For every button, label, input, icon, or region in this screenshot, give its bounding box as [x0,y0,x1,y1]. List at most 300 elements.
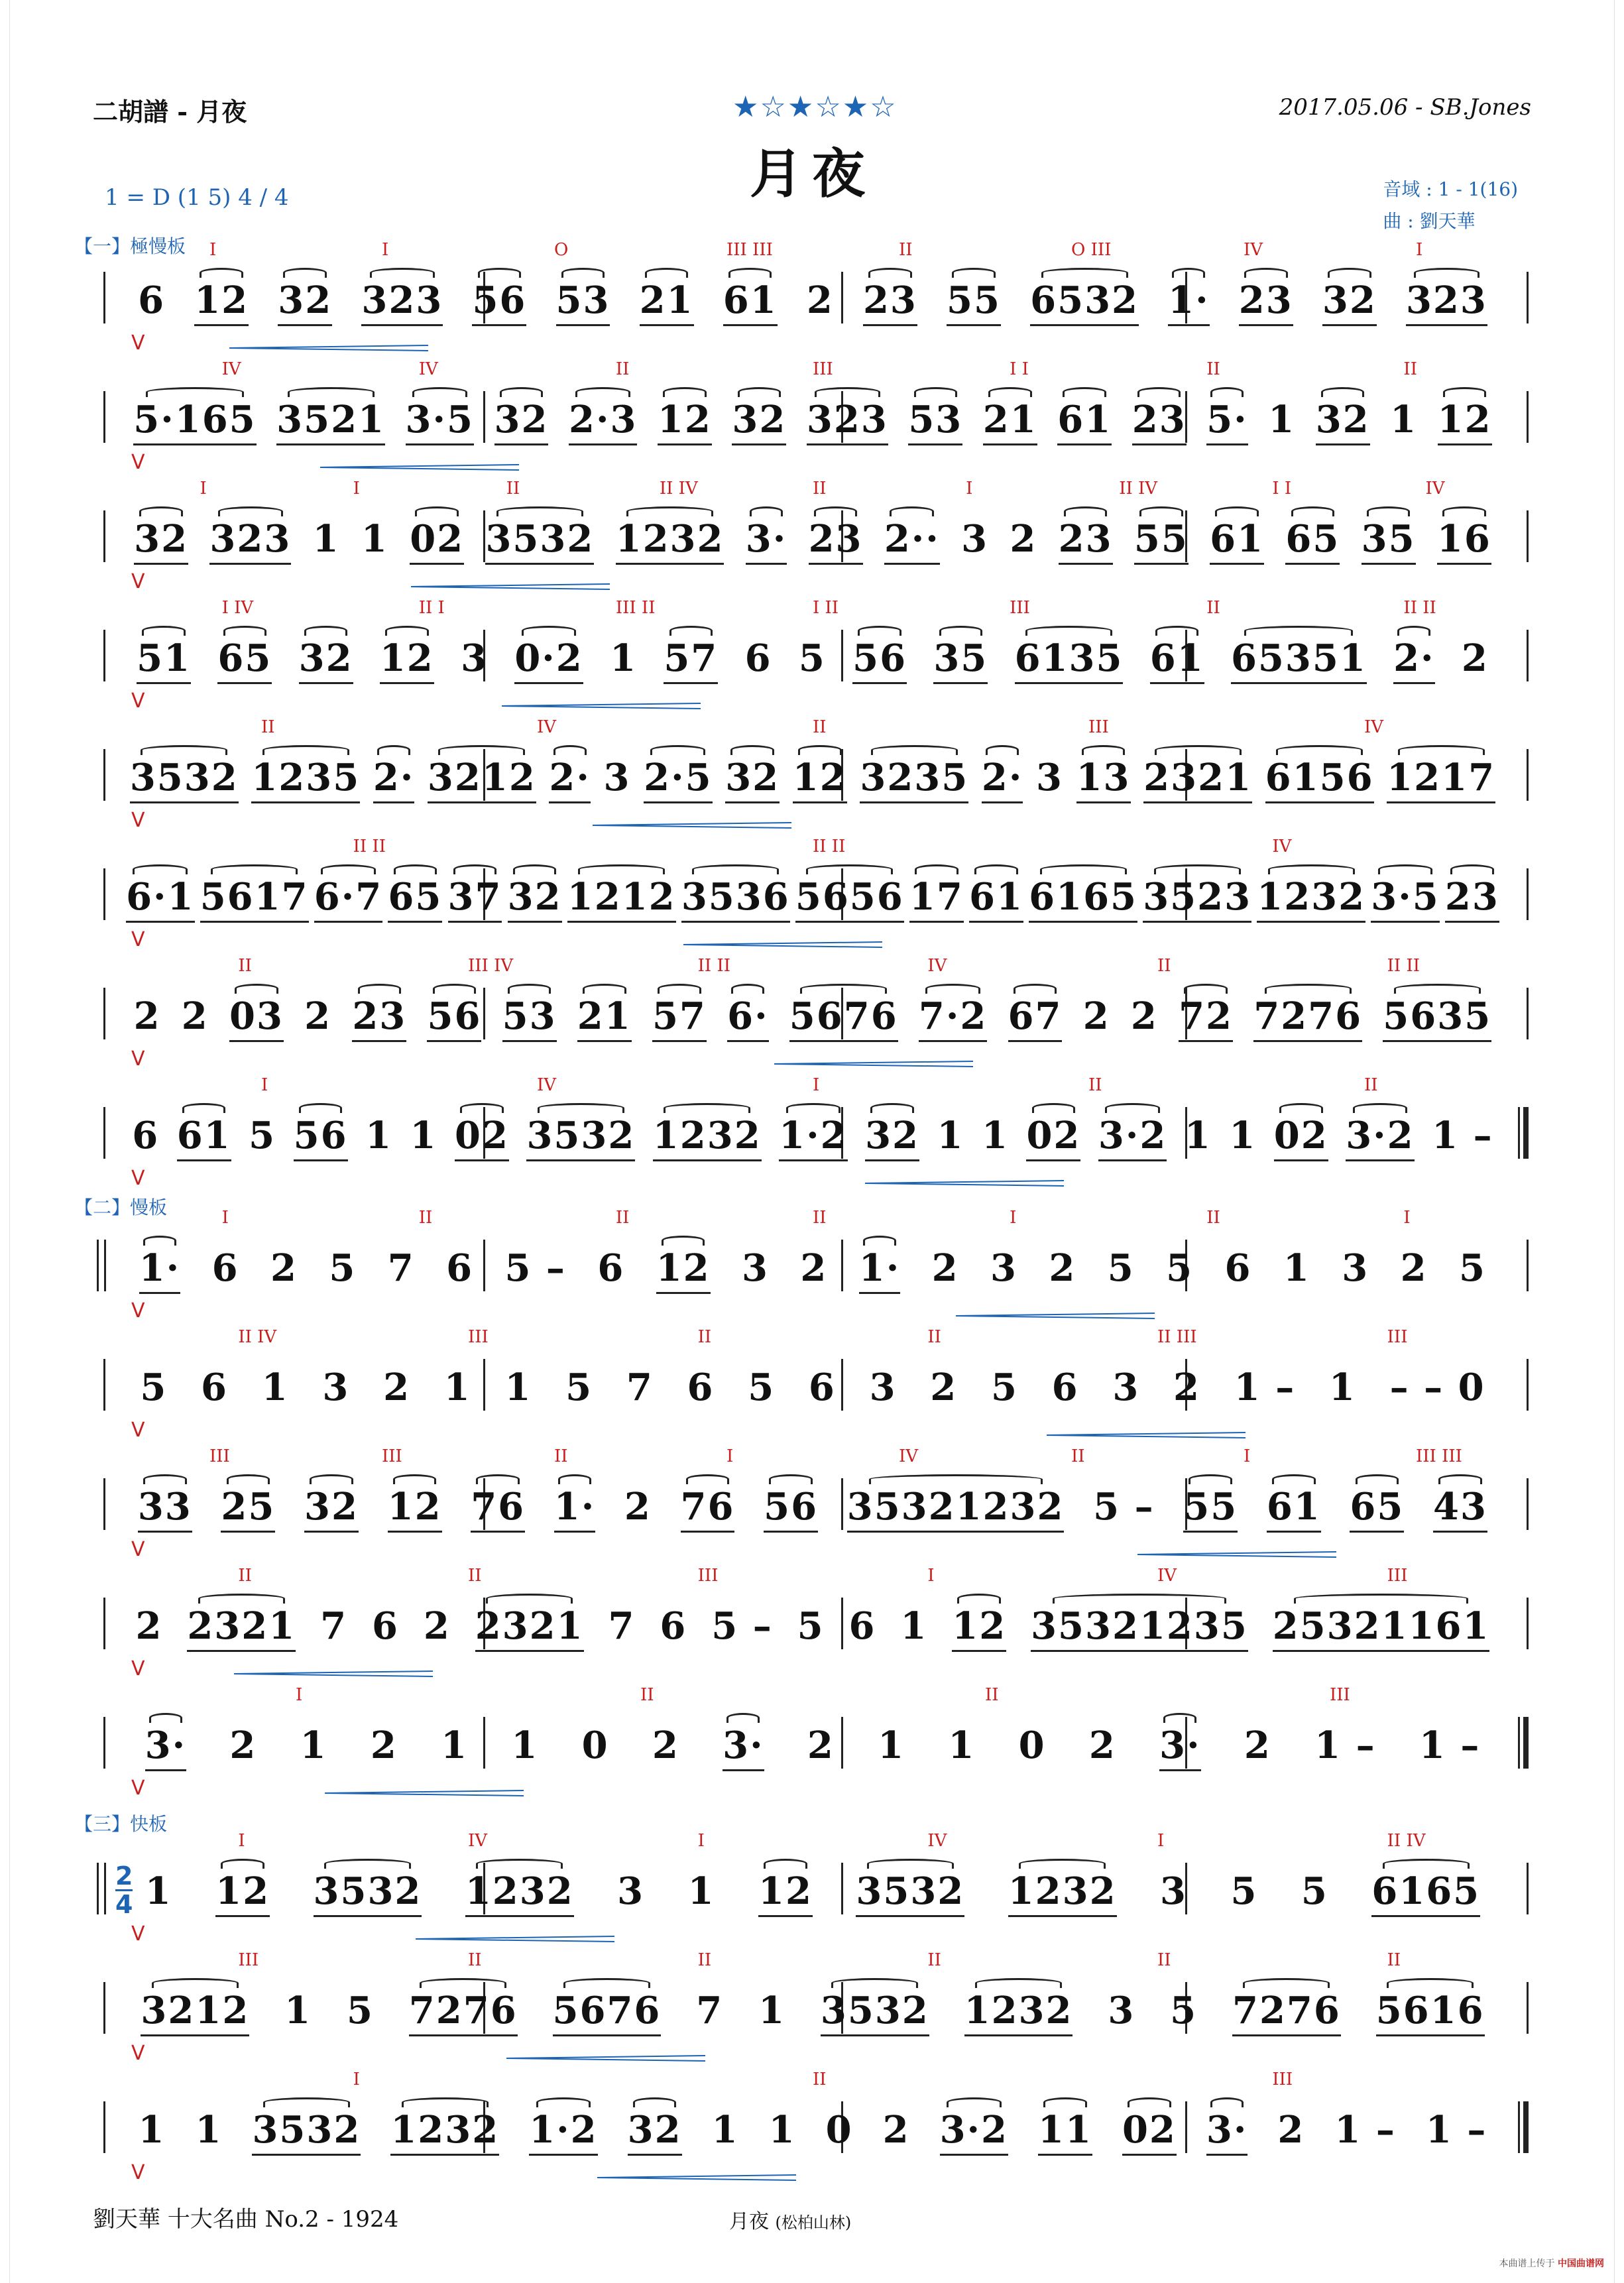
note-group: 6156 [1265,756,1374,799]
dynamic-hairpin [597,2174,796,2181]
note-group: 12 [792,756,847,799]
note-group: 5 – [711,1604,773,1648]
note-group: 6 [660,1604,687,1648]
position-mark: II [1206,598,1220,618]
position-mark: II II [1387,956,1421,976]
note-group: 2 [1461,636,1489,680]
note-group: 2· [373,756,415,799]
note-group: 12 [194,278,249,322]
up-bow-icon: V [131,809,145,832]
note-group: 32 [865,1114,920,1157]
note-group: 3 [990,1246,1018,1290]
note-group: 2 [133,994,161,1038]
note-group: 12 [215,1869,270,1913]
hairpin-lower-line [593,825,791,828]
note-group: 6 [744,636,772,680]
position-mark: I [726,1446,734,1466]
position-mark: I [353,479,360,498]
note-group: 2 [1277,2108,1305,2152]
note-group: 6165 [1371,1869,1481,1913]
note-groups [123,398,1502,441]
hairpin-lower-line [956,1316,1155,1318]
position-mark: II [985,1685,999,1705]
note-group: 53 [502,994,557,1038]
position-mark: II [1364,1075,1378,1095]
note-group: 23 [352,994,407,1038]
note-group: 1 [758,1989,786,2032]
note-group: 6·1 [126,875,195,919]
staff-row [97,477,1529,597]
note-groups [123,1989,1502,2032]
note-group: 3 [1112,1366,1140,1409]
footer-piece [729,2205,851,2234]
hairpin-lower-line [683,945,882,947]
note-group: 61 [1057,398,1112,441]
hairpin-upper-line [411,584,610,587]
note-group: 1 [145,1869,172,1913]
note-group: 5 [748,1366,776,1409]
note-group: 3212 [427,756,536,799]
note-group: 5656 [795,875,904,919]
barline-end [1527,1359,1529,1411]
barline-end [1527,1478,1529,1530]
position-mark: IV [537,717,557,737]
note-group: 32 [298,636,353,680]
note-group: 3532 [252,2108,361,2152]
note-group: 32 [134,517,189,561]
note-group: 1· [553,1485,596,1529]
note-group: 3536 [681,875,790,919]
note-group: 6 [138,278,166,322]
position-mark: II III [1157,1327,1197,1347]
note-group: 3· [745,517,787,561]
position-mark: II [1206,359,1220,379]
note-group: 32 [1315,398,1370,441]
note-group: 5 [1230,1869,1258,1913]
position-mark: I [209,240,217,260]
note-group: 61 [1266,1485,1321,1529]
note-group: – – 0 [1389,1366,1485,1409]
note-group: 35321235 [1031,1604,1248,1648]
hairpin-upper-line [593,823,791,825]
position-mark: I IV [221,598,254,618]
barline-start [103,868,105,920]
note-group: 1 – [1432,1114,1493,1157]
note-group: 1 – [1334,2108,1396,2152]
position-mark: II IV [659,479,698,498]
note-group: 5·165 [133,398,257,441]
note-group: 21 [639,278,694,322]
position-mark: II [261,717,275,737]
note-group: 1 [1283,1246,1310,1290]
note-group: 1 [138,2108,166,2152]
barline-end [1527,630,1529,681]
hairpin-upper-line [774,1061,973,1064]
note-group: 53 [555,278,610,322]
note-group: 65 [388,875,443,919]
barline-start [103,1478,105,1530]
position-mark: II [238,956,252,976]
note-group: 32 [494,398,549,441]
note-group: 3·5 [405,398,474,441]
note-group: 1 [878,1724,905,1767]
note-group: 1232 [390,2108,500,2152]
position-mark: III [209,1446,230,1466]
position-mark: IV [537,1075,557,1095]
note-group: 2· [549,756,591,799]
note-group: 35321232 [846,1485,1065,1529]
note-group: 2 [423,1604,451,1648]
note-group: 61 [723,278,778,322]
note-group: 2 [931,1246,959,1290]
position-mark: II [1387,1950,1401,1970]
note-group: 2 [624,1485,652,1529]
note-groups [123,1604,1502,1648]
note-group: 1· [139,1246,181,1290]
note-group: 1 – [1425,2108,1487,2152]
note-groups [123,994,1502,1038]
position-mark: I I [1010,359,1029,379]
note-group: 2· [981,756,1023,799]
note-group: 3532 [856,1869,965,1913]
note-group: 55 [1183,1485,1238,1529]
note-group: 57 [652,994,707,1038]
note-group: 61 [176,1114,231,1157]
barline-end [1527,391,1529,443]
note-group: 3 [617,1869,645,1913]
staff-row [97,1206,1529,1326]
note-group: 1 [900,1604,928,1648]
hairpin-upper-line [597,2175,796,2178]
position-mark: I [261,1075,268,1095]
barline-end [1527,988,1529,1039]
note-group: 1232 [964,1989,1073,2032]
note-groups [123,1869,1502,1913]
position-mark: IV [1272,837,1292,856]
note-group: 3532 [129,756,239,799]
note-group: 43 [1433,1485,1487,1529]
note-group: 6135 [1014,636,1124,680]
position-mark: III [468,1327,489,1347]
note-group: 65 [1350,1485,1405,1529]
note-group: 1212 [567,875,676,919]
note-groups [123,756,1502,799]
note-group: 2· [1393,636,1435,680]
dynamic-hairpin [1047,1432,1246,1438]
dynamic-hairpin [502,703,701,709]
note-group: 7 [626,1366,654,1409]
note-group: 55 [947,278,1001,322]
hairpin-lower-line [774,1064,973,1067]
footer-collection: 劉天華 十大名曲 No.2 - 1924 [93,2206,399,2233]
up-bow-icon: V [131,1299,145,1322]
up-bow-icon: V [131,2161,145,2184]
note-group: 32 [1322,278,1377,322]
position-mark: I [1244,1446,1251,1466]
position-mark: I [813,1075,820,1095]
hairpin-upper-line [325,1790,524,1793]
note-group: 2 [1010,517,1037,561]
note-group: 2 [882,2108,910,2152]
note-group: 12 [758,1869,813,1913]
note-group: 1 [511,1724,539,1767]
barline-start [103,1982,105,2034]
note-group: 7·2 [918,994,988,1038]
note-group: 6165 [1029,875,1138,919]
note-group: 1 [711,2108,739,2152]
position-mark: III [1387,1327,1408,1347]
note-group: 3 [1160,1869,1187,1913]
note-group: 1 [195,2108,223,2152]
note-group: 3· [1206,2108,1248,2152]
position-mark: II [697,1327,712,1347]
note-group: 1 [1328,1366,1356,1409]
position-mark: O [554,240,569,260]
up-bow-icon: V [131,1047,145,1071]
note-group: 1 [410,1114,437,1157]
note-group: 5676 [789,994,898,1038]
note-group: 3521 [276,398,386,441]
composer: 曲 : 劉天華 [1383,210,1476,232]
position-mark: II [1157,1950,1171,1970]
hairpin-lower-line [1047,1435,1246,1438]
position-mark: II [238,1566,252,1586]
dynamic-hairpin [593,822,791,829]
note-group: 6 [848,1604,876,1648]
hairpin-upper-line [683,942,882,945]
note-group: 3212 [141,1989,250,2032]
section-label-1: 【一】極慢板 [74,235,186,257]
key-signature: 1 = D (1 5) 4 / 4 [105,184,289,211]
note-group: 2 [1173,1366,1201,1409]
barline-end [1527,1240,1529,1291]
note-group: 2 [1400,1246,1428,1290]
note-group: 1217 [1387,756,1496,799]
position-mark: IV [927,956,947,976]
note-group: 5616 [1375,1989,1485,2032]
position-mark: II IV [1119,479,1158,498]
note-groups [123,1114,1502,1157]
note-group: 3 [1035,756,1063,799]
note-group: 57 [664,636,719,680]
barline-start [103,272,105,323]
note-group: 6532 [1030,278,1139,322]
note-group: 0 [825,2108,853,2152]
section-label-3: 【三】快板 [74,1813,168,1835]
hairpin-upper-line [234,1671,433,1674]
hairpin-lower-line [229,348,428,351]
note-group: 1 [261,1366,289,1409]
position-mark: II [813,479,827,498]
up-bow-icon: V [131,1419,145,1442]
position-mark: II [813,1208,827,1228]
note-group: 1 [948,1724,976,1767]
staff-row [97,1326,1529,1445]
position-mark: I [966,479,973,498]
note-group: 2 [800,1246,828,1290]
position-mark: III [1088,717,1109,737]
position-mark: IV [1157,1566,1177,1586]
staff-row [97,1949,1529,2068]
position-mark: III [1272,2070,1293,2089]
note-group: 21 [577,994,632,1038]
note-group: 2 [135,1604,163,1648]
staff-row [97,835,1529,955]
note-group: 5· [1206,398,1248,441]
position-mark: I [1010,1208,1017,1228]
note-group: 5 [140,1366,168,1409]
note-group: 02 [1122,2108,1177,2152]
note-group: 6 [211,1246,239,1290]
dynamic-hairpin [234,1670,433,1677]
barline-start [103,2101,105,2153]
note-group: 5 [1301,1869,1328,1913]
position-mark: II [899,240,913,260]
note-group: 56 [427,994,482,1038]
hairpin-lower-line [416,1939,614,1942]
hairpin-upper-line [956,1313,1155,1316]
note-group: 6 [687,1366,715,1409]
note-group: 56 [852,636,907,680]
staff-row [97,239,1529,358]
hairpin-lower-line [234,1674,433,1676]
note-group: 11 [1038,2108,1092,2152]
position-mark: I [238,1831,245,1851]
position-mark: II [813,2070,827,2089]
note-group: 5 [565,1366,593,1409]
note-group: 2 [1244,1724,1271,1767]
note-group: 6 [446,1246,474,1290]
header-instrument-title: 二胡譜 - 月夜 [93,97,247,127]
note-group: 323 [806,398,888,441]
note-group: 12 [1437,398,1492,441]
note-group: 5 [329,1246,357,1290]
note-group: 3532 [313,1869,422,1913]
dynamic-hairpin [865,1180,1064,1187]
note-group: 3·2 [1098,1114,1167,1157]
note-group: 2 [229,1724,257,1767]
note-group: 23 [1058,517,1113,561]
note-group: 1 [504,1366,532,1409]
note-group: 1 [441,1724,469,1767]
dynamic-hairpin [774,1061,973,1067]
note-group: 6 [597,1246,625,1290]
position-mark: I [221,1208,229,1228]
note-group: 3·2 [939,2108,1008,2152]
footer-piece-subtitle: (松柏山林) [775,2213,852,2232]
note-group: 3 [869,1366,897,1409]
note-group: 61 [969,875,1023,919]
header-date-author: 2017.05.06 - SB.Jones [1279,94,1531,121]
note-group: 3235 [860,756,969,799]
note-group: 3 [1342,1246,1369,1290]
section-label-2: 【二】慢板 [74,1197,168,1218]
position-mark: II [468,1566,482,1586]
note-group: 32 [278,278,333,322]
note-group: 3532 [526,1114,636,1157]
barline-start [103,749,105,801]
staff-row [97,1074,1529,1193]
position-mark: IV [1244,240,1263,260]
note-group: 32 [507,875,562,919]
note-group: 35 [933,636,988,680]
staff-row [97,1564,1529,1684]
note-group: 76 [471,1485,526,1529]
dynamic-hairpin [411,583,610,590]
barline-start [103,391,105,443]
staff-row [97,716,1529,835]
position-mark: IV [899,1446,919,1466]
barline-start [103,1359,105,1411]
barline-start [103,1107,105,1159]
note-group: 0 [581,1724,609,1767]
hairpin-lower-line [325,1793,524,1796]
note-group: 1232 [465,1869,574,1913]
note-group: 1 [365,1114,393,1157]
note-group: 2 [383,1366,411,1409]
note-group: 32 [725,756,780,799]
final-barline [1518,2101,1529,2153]
hairpin-upper-line [229,345,428,348]
note-group: 7276 [1232,1989,1341,2032]
note-group: 323 [1405,278,1487,322]
note-group: 61 [1149,636,1204,680]
dynamic-hairpin [506,2055,705,2062]
note-group: 1 – [1234,1366,1296,1409]
note-group: 25 [221,1485,276,1529]
hairpin-lower-line [502,706,701,709]
note-group: 23 [808,517,863,561]
dynamic-hairpin [956,1313,1155,1319]
note-group: 1·2 [779,1114,848,1157]
staff-row [97,2068,1529,2188]
position-mark: II [813,717,827,737]
note-group: 12 [387,1485,442,1529]
note-group: 2 [1049,1246,1076,1290]
dynamic-hairpin [1137,1551,1336,1558]
note-group: 2·· [884,517,940,561]
barline-start [97,1863,106,1914]
dynamic-hairpin [229,345,428,351]
note-group: 2 [807,1724,835,1767]
difficulty-stars: ★☆★☆★☆ [732,90,898,124]
position-mark: III [1387,1566,1408,1586]
position-mark: I [200,479,207,498]
note-group: 5 – [1093,1485,1155,1529]
note-group: 5617 [200,875,309,919]
note-group: 3 [322,1366,350,1409]
position-mark: I [1416,240,1423,260]
note-group: 1232 [652,1114,762,1157]
position-mark: II IV [238,1327,277,1347]
note-group: 7 [387,1246,415,1290]
dynamic-hairpin [683,941,882,948]
position-mark: III IV [468,956,514,976]
barline-start [97,1240,106,1291]
position-mark: III III [726,240,773,260]
position-mark: III [382,1446,402,1466]
note-group: 2 [1088,1724,1116,1767]
note-group: 02 [455,1114,509,1157]
note-group: 12 [952,1604,1007,1648]
time-signature-bottom: 4 [115,1890,133,1919]
up-bow-icon: V [131,2042,145,2065]
note-group: 5635 [1383,994,1492,1038]
note-group: 0·2 [514,636,583,680]
hairpin-upper-line [320,465,519,467]
position-mark: I II [813,598,839,618]
note-group: 2 [181,994,209,1038]
